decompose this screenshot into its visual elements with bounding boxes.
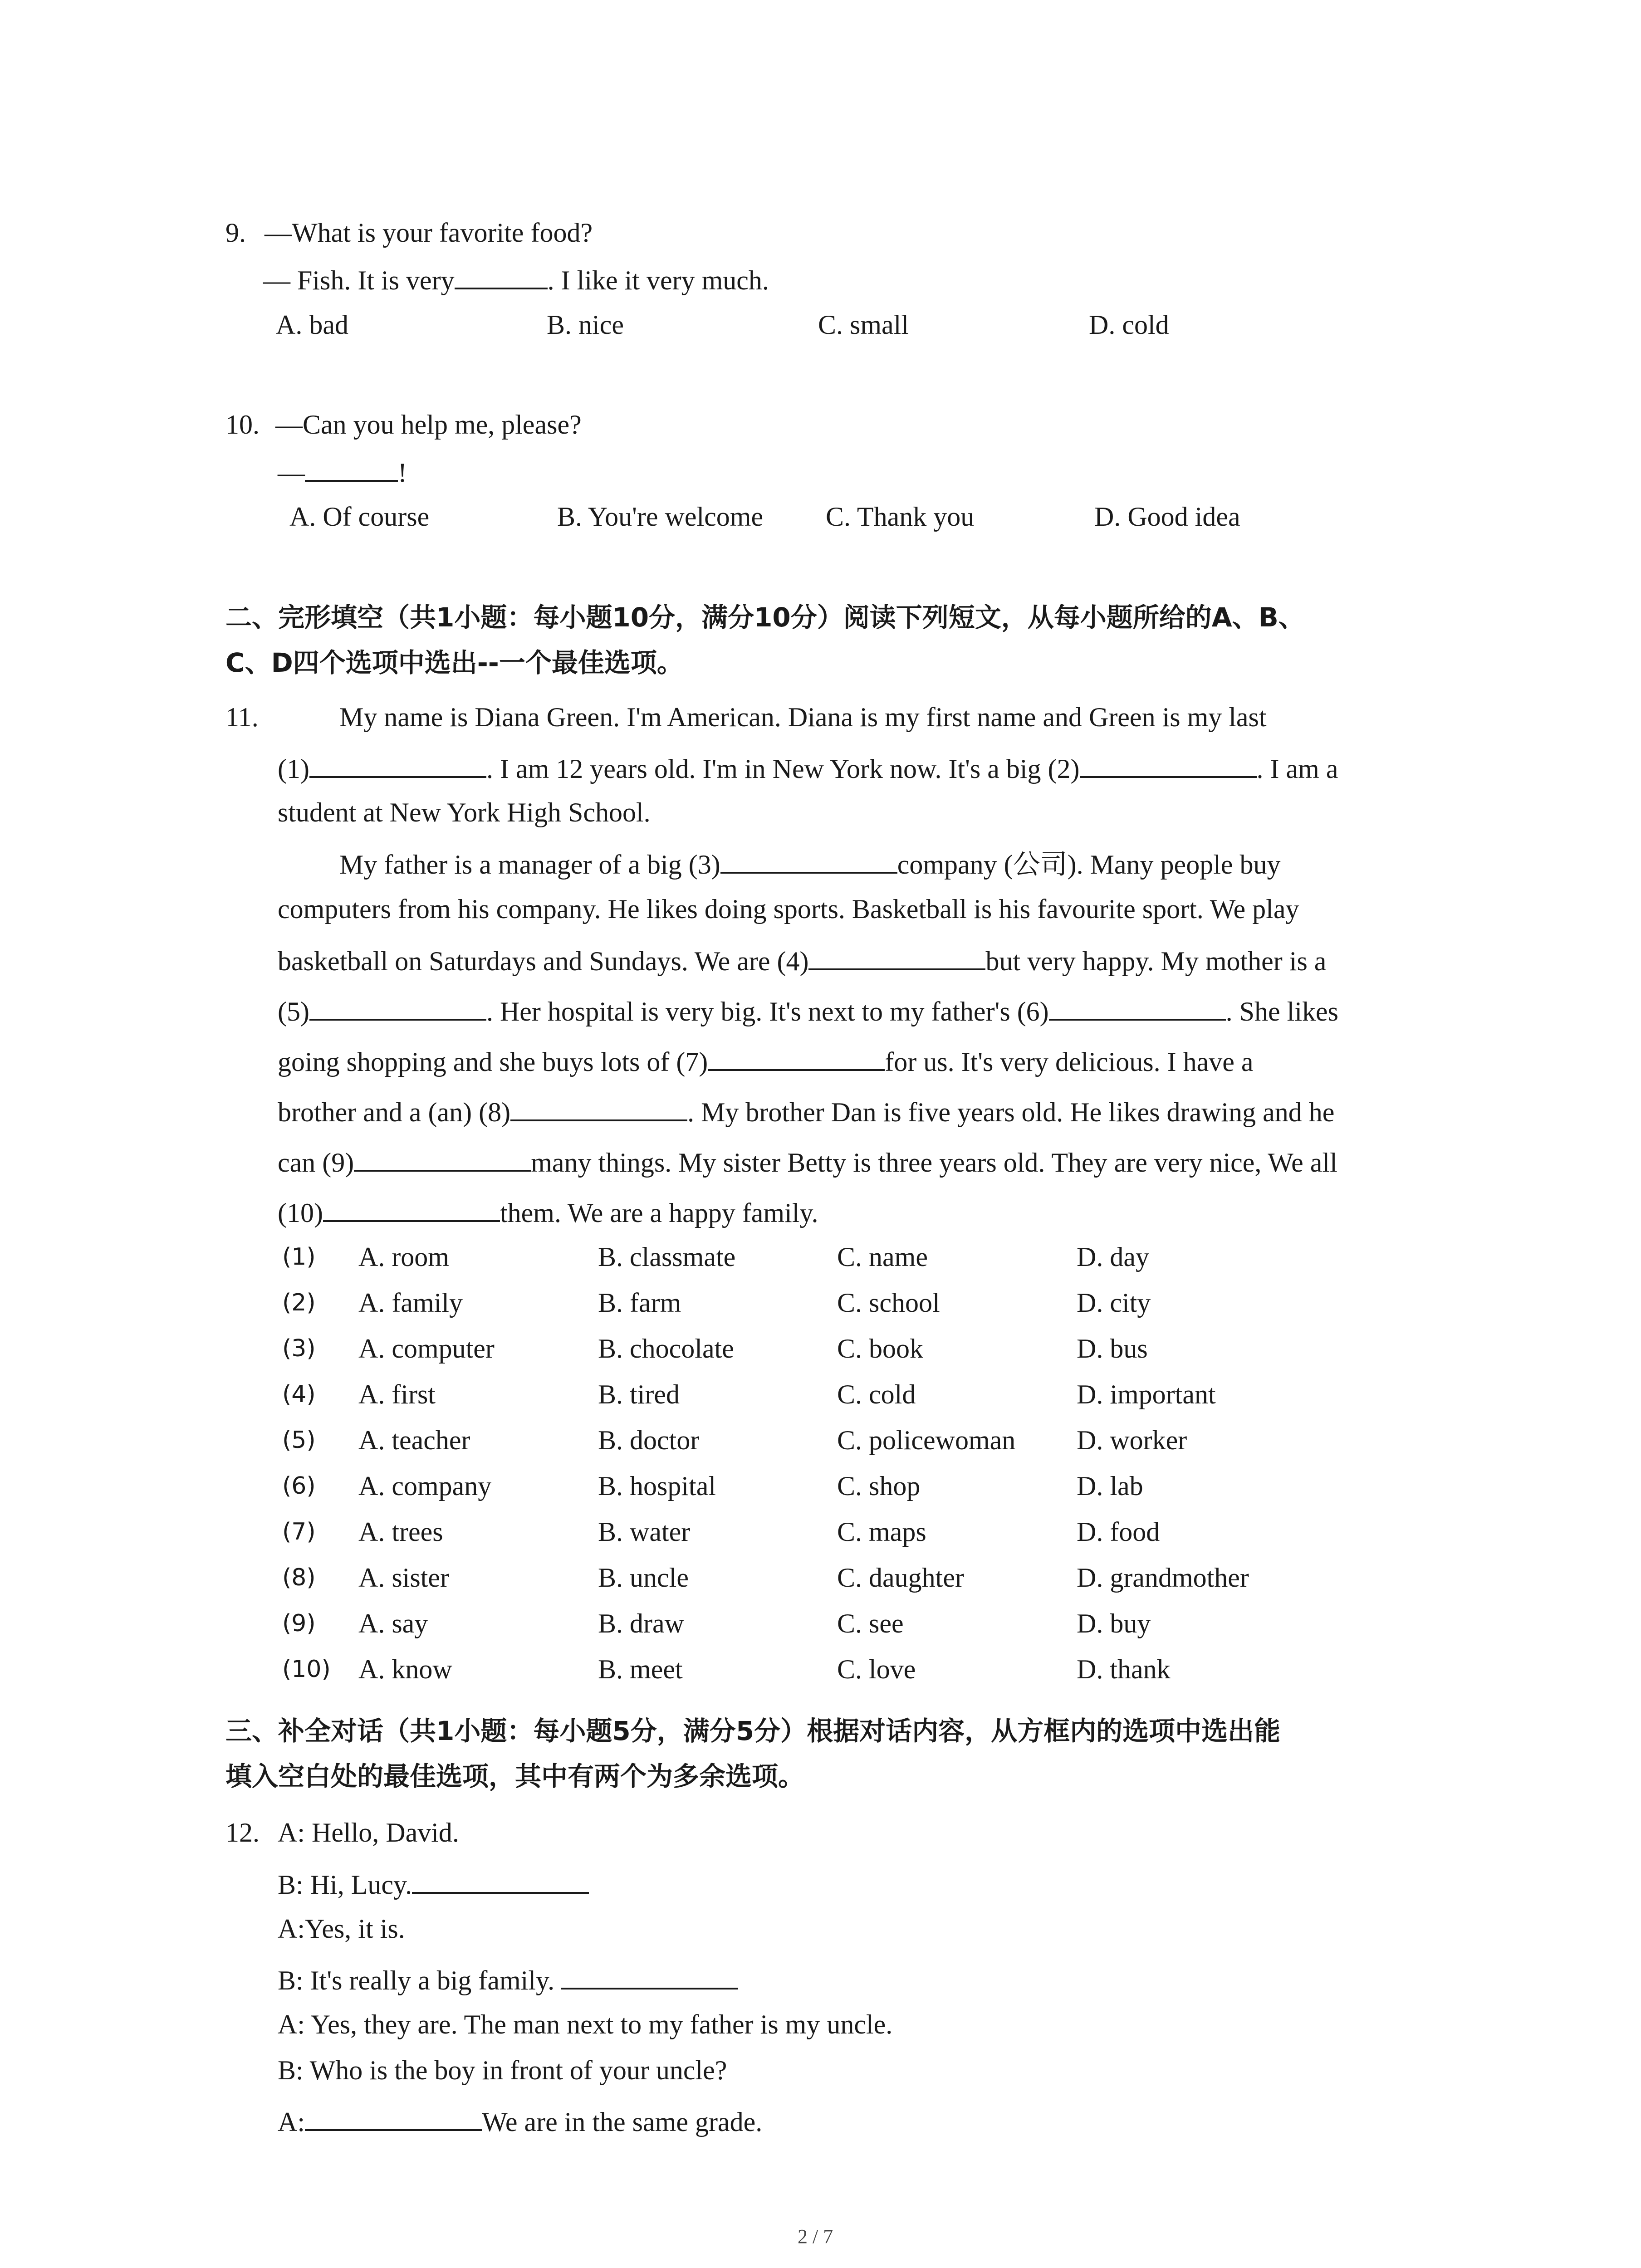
q10-number: 10.	[225, 410, 260, 440]
choice-b: B. draw	[598, 1608, 684, 1638]
q11-p1-line3: student at New York High School.	[278, 797, 651, 827]
q11-p2-line7	[278, 1144, 1337, 1179]
q9-question	[225, 216, 593, 249]
passage-text: . She likes	[1225, 997, 1338, 1026]
choice-b: B. hospital	[598, 1471, 716, 1501]
q10-answer	[278, 455, 407, 489]
choice-d: D. buy	[1077, 1608, 1151, 1638]
choice-number: (9)	[282, 1610, 316, 1637]
choice-d: D. day	[1077, 1242, 1149, 1272]
passage-text: for us. It's very delicious. I have a	[885, 1047, 1254, 1077]
q11-p1-line2	[278, 751, 1338, 785]
q9-question-text: —What is your favorite food?	[265, 218, 593, 248]
q11-number: 11.	[225, 702, 259, 732]
choice-c: C. see	[837, 1608, 904, 1638]
passage-text: . I am 12 years old. I'm in New York now. It's a big (2)	[486, 754, 1080, 784]
blank-10	[323, 1195, 500, 1222]
q11-p2-line6	[278, 1094, 1334, 1129]
q12-blank-3	[305, 2104, 482, 2131]
q9-option-a: A. bad	[276, 310, 348, 340]
choice-number: (4)	[282, 1381, 316, 1408]
choice-b: B. uncle	[598, 1563, 689, 1593]
choice-number: (2)	[282, 1289, 316, 1316]
choice-number: (10)	[282, 1656, 331, 1683]
choice-a: A. teacher	[358, 1425, 470, 1455]
choice-d: D. grandmother	[1077, 1563, 1249, 1593]
q11-p2-line3	[278, 943, 1326, 978]
choice-d: D. thank	[1077, 1654, 1171, 1684]
choice-b: B. farm	[598, 1288, 681, 1318]
choice-b: B. doctor	[598, 1425, 700, 1455]
choice-b: B. water	[598, 1517, 691, 1547]
q9-number: 9.	[225, 218, 246, 248]
page-number: 2 / 7	[798, 2225, 833, 2248]
passage-text: going shopping and she buys lots of (7)	[278, 1047, 708, 1077]
blank-1	[309, 751, 486, 778]
choice-d: D. important	[1077, 1379, 1216, 1409]
q12-line4	[278, 1962, 738, 1997]
choice-c: C. shop	[837, 1471, 921, 1501]
q12-line7	[278, 2104, 762, 2138]
q10-option-d: D. Good idea	[1094, 502, 1240, 532]
passage-text: My father is a manager of a big (3)	[339, 850, 720, 880]
q12-number: 12.	[225, 1818, 260, 1848]
choice-a: A. know	[358, 1654, 452, 1684]
blank-4	[808, 943, 985, 970]
choice-c: C. school	[837, 1288, 940, 1318]
q10-answer-pre: —	[278, 458, 305, 488]
q9-option-c: C. small	[818, 310, 909, 340]
q9-answer-pre: — Fish. It is very	[263, 265, 455, 295]
choice-a: A. family	[358, 1288, 463, 1318]
passage-text: but very happy. My mother is a	[985, 946, 1327, 976]
choice-a: A. sister	[358, 1563, 449, 1593]
choice-number: (5)	[282, 1427, 316, 1454]
q12-line2	[278, 1867, 589, 1901]
dialogue-text: B: Hi, Lucy.	[278, 1870, 412, 1900]
choice-d: D. worker	[1077, 1425, 1187, 1455]
section3-heading-line1: 三、补全对话（共1小题：每小题5分，满分5分）根据对话内容，从方框内的选项中选出能	[225, 1716, 1281, 1746]
passage-text: . I am a	[1256, 754, 1338, 784]
choice-d: D. food	[1077, 1517, 1160, 1547]
q10-option-c: C. Thank you	[826, 502, 975, 532]
q10-blank	[305, 455, 398, 482]
choice-c: C. book	[837, 1334, 924, 1364]
choice-a: A. company	[358, 1471, 492, 1501]
choice-number: (7)	[282, 1518, 316, 1545]
blank-7	[708, 1044, 885, 1071]
q9-option-d: D. cold	[1089, 310, 1169, 340]
choice-a: A. room	[358, 1242, 449, 1272]
choice-number: (6)	[282, 1472, 316, 1500]
q10-option-b: B. You're welcome	[557, 502, 764, 532]
blank-3	[720, 846, 897, 874]
blank-2	[1080, 751, 1257, 778]
choice-c: C. name	[837, 1242, 928, 1272]
passage-text: company (公司). Many people buy	[897, 850, 1281, 880]
choice-number: (8)	[282, 1564, 316, 1591]
choice-b: B. tired	[598, 1379, 680, 1409]
choice-a: A. say	[358, 1608, 428, 1638]
passage-text: . My brother Dan is five years old. He likes drawing and he	[687, 1097, 1335, 1127]
blank-5	[309, 993, 486, 1021]
passage-text: basketball on Saturdays and Sundays. We are (4)	[278, 946, 809, 976]
q10-question-text: —Can you help me, please?	[275, 410, 582, 440]
passage-text: (10)	[278, 1198, 323, 1228]
passage-text: brother and a (an) (8)	[278, 1097, 511, 1127]
q10-question	[225, 408, 582, 441]
q10-answer-post: !	[398, 458, 407, 488]
q11-p2-line8	[278, 1195, 818, 1229]
section3-heading-line2: 填入空白处的最佳选项，其中有两个为多余选项。	[225, 1761, 805, 1792]
q11-p2-line1	[339, 846, 1281, 881]
choice-a: A. trees	[358, 1517, 443, 1547]
q12-line1: A: Hello, David.	[278, 1818, 459, 1848]
passage-text: many things. My sister Betty is three years old. They are very nice, We all	[531, 1148, 1337, 1178]
passage-text: . Her hospital is very big. It's next to my father's (6)	[486, 997, 1049, 1026]
dialogue-text: B: It's really a big family.	[278, 1965, 562, 1995]
passage-text: (1)	[278, 754, 309, 784]
choice-d: D. lab	[1077, 1471, 1143, 1501]
blank-6	[1049, 993, 1226, 1021]
choice-c: C. love	[837, 1654, 916, 1684]
choice-c: C. maps	[837, 1517, 926, 1547]
q9-blank	[455, 262, 548, 289]
choice-c: C. daughter	[837, 1563, 964, 1593]
choice-b: B. meet	[598, 1654, 683, 1684]
choice-b: B. chocolate	[598, 1334, 734, 1364]
q11-p2-line5	[278, 1044, 1254, 1078]
dialogue-text: We are in the same grade.	[482, 2107, 763, 2137]
section2-heading-line1: 二、完形填空（共1小题：每小题10分，满分10分）阅读下列短文，从每小题所给的A、B、	[225, 602, 1305, 633]
choice-number: (3)	[282, 1335, 316, 1362]
choice-c: C. cold	[837, 1379, 916, 1409]
choice-a: A. computer	[358, 1334, 495, 1364]
q12-line6: B: Who is the boy in front of your uncle?	[278, 2055, 727, 2085]
passage-text: them. We are a happy family.	[500, 1198, 818, 1228]
passage-text: (5)	[278, 997, 309, 1026]
choice-b: B. classmate	[598, 1242, 736, 1272]
q12-blank-2	[561, 1962, 738, 1989]
choice-a: A. first	[358, 1379, 436, 1409]
q12-line5: A: Yes, they are. The man next to my father is my uncle.	[278, 2009, 893, 2039]
q9-option-b: B. nice	[547, 310, 624, 340]
passage-text: can (9)	[278, 1148, 354, 1178]
choice-d: D. city	[1077, 1288, 1151, 1318]
choice-c: C. policewoman	[837, 1425, 1016, 1455]
q12-blank-1	[412, 1867, 589, 1894]
q9-answer	[263, 262, 769, 297]
dialogue-text: A:	[278, 2107, 305, 2137]
q9-answer-post: . I like it very much.	[547, 265, 769, 295]
q11-p2-line2: computers from his company. He likes doing sports. Basketball is his favourite sport. We play	[278, 894, 1299, 924]
section2-heading-line2: C、D四个选项中选出--一个最佳选项。	[225, 647, 683, 678]
blank-9	[354, 1144, 531, 1172]
blank-8	[510, 1094, 687, 1121]
q10-option-a: A. Of course	[289, 502, 430, 532]
q11-p2-line4	[278, 993, 1338, 1028]
choice-d: D. bus	[1077, 1334, 1148, 1364]
q12-line3: A:Yes, it is.	[278, 1914, 405, 1944]
q11-p1-line1: My name is Diana Green. I'm American. Diana is my first name and Green is my last	[339, 702, 1267, 732]
choice-number: (1)	[282, 1243, 316, 1271]
